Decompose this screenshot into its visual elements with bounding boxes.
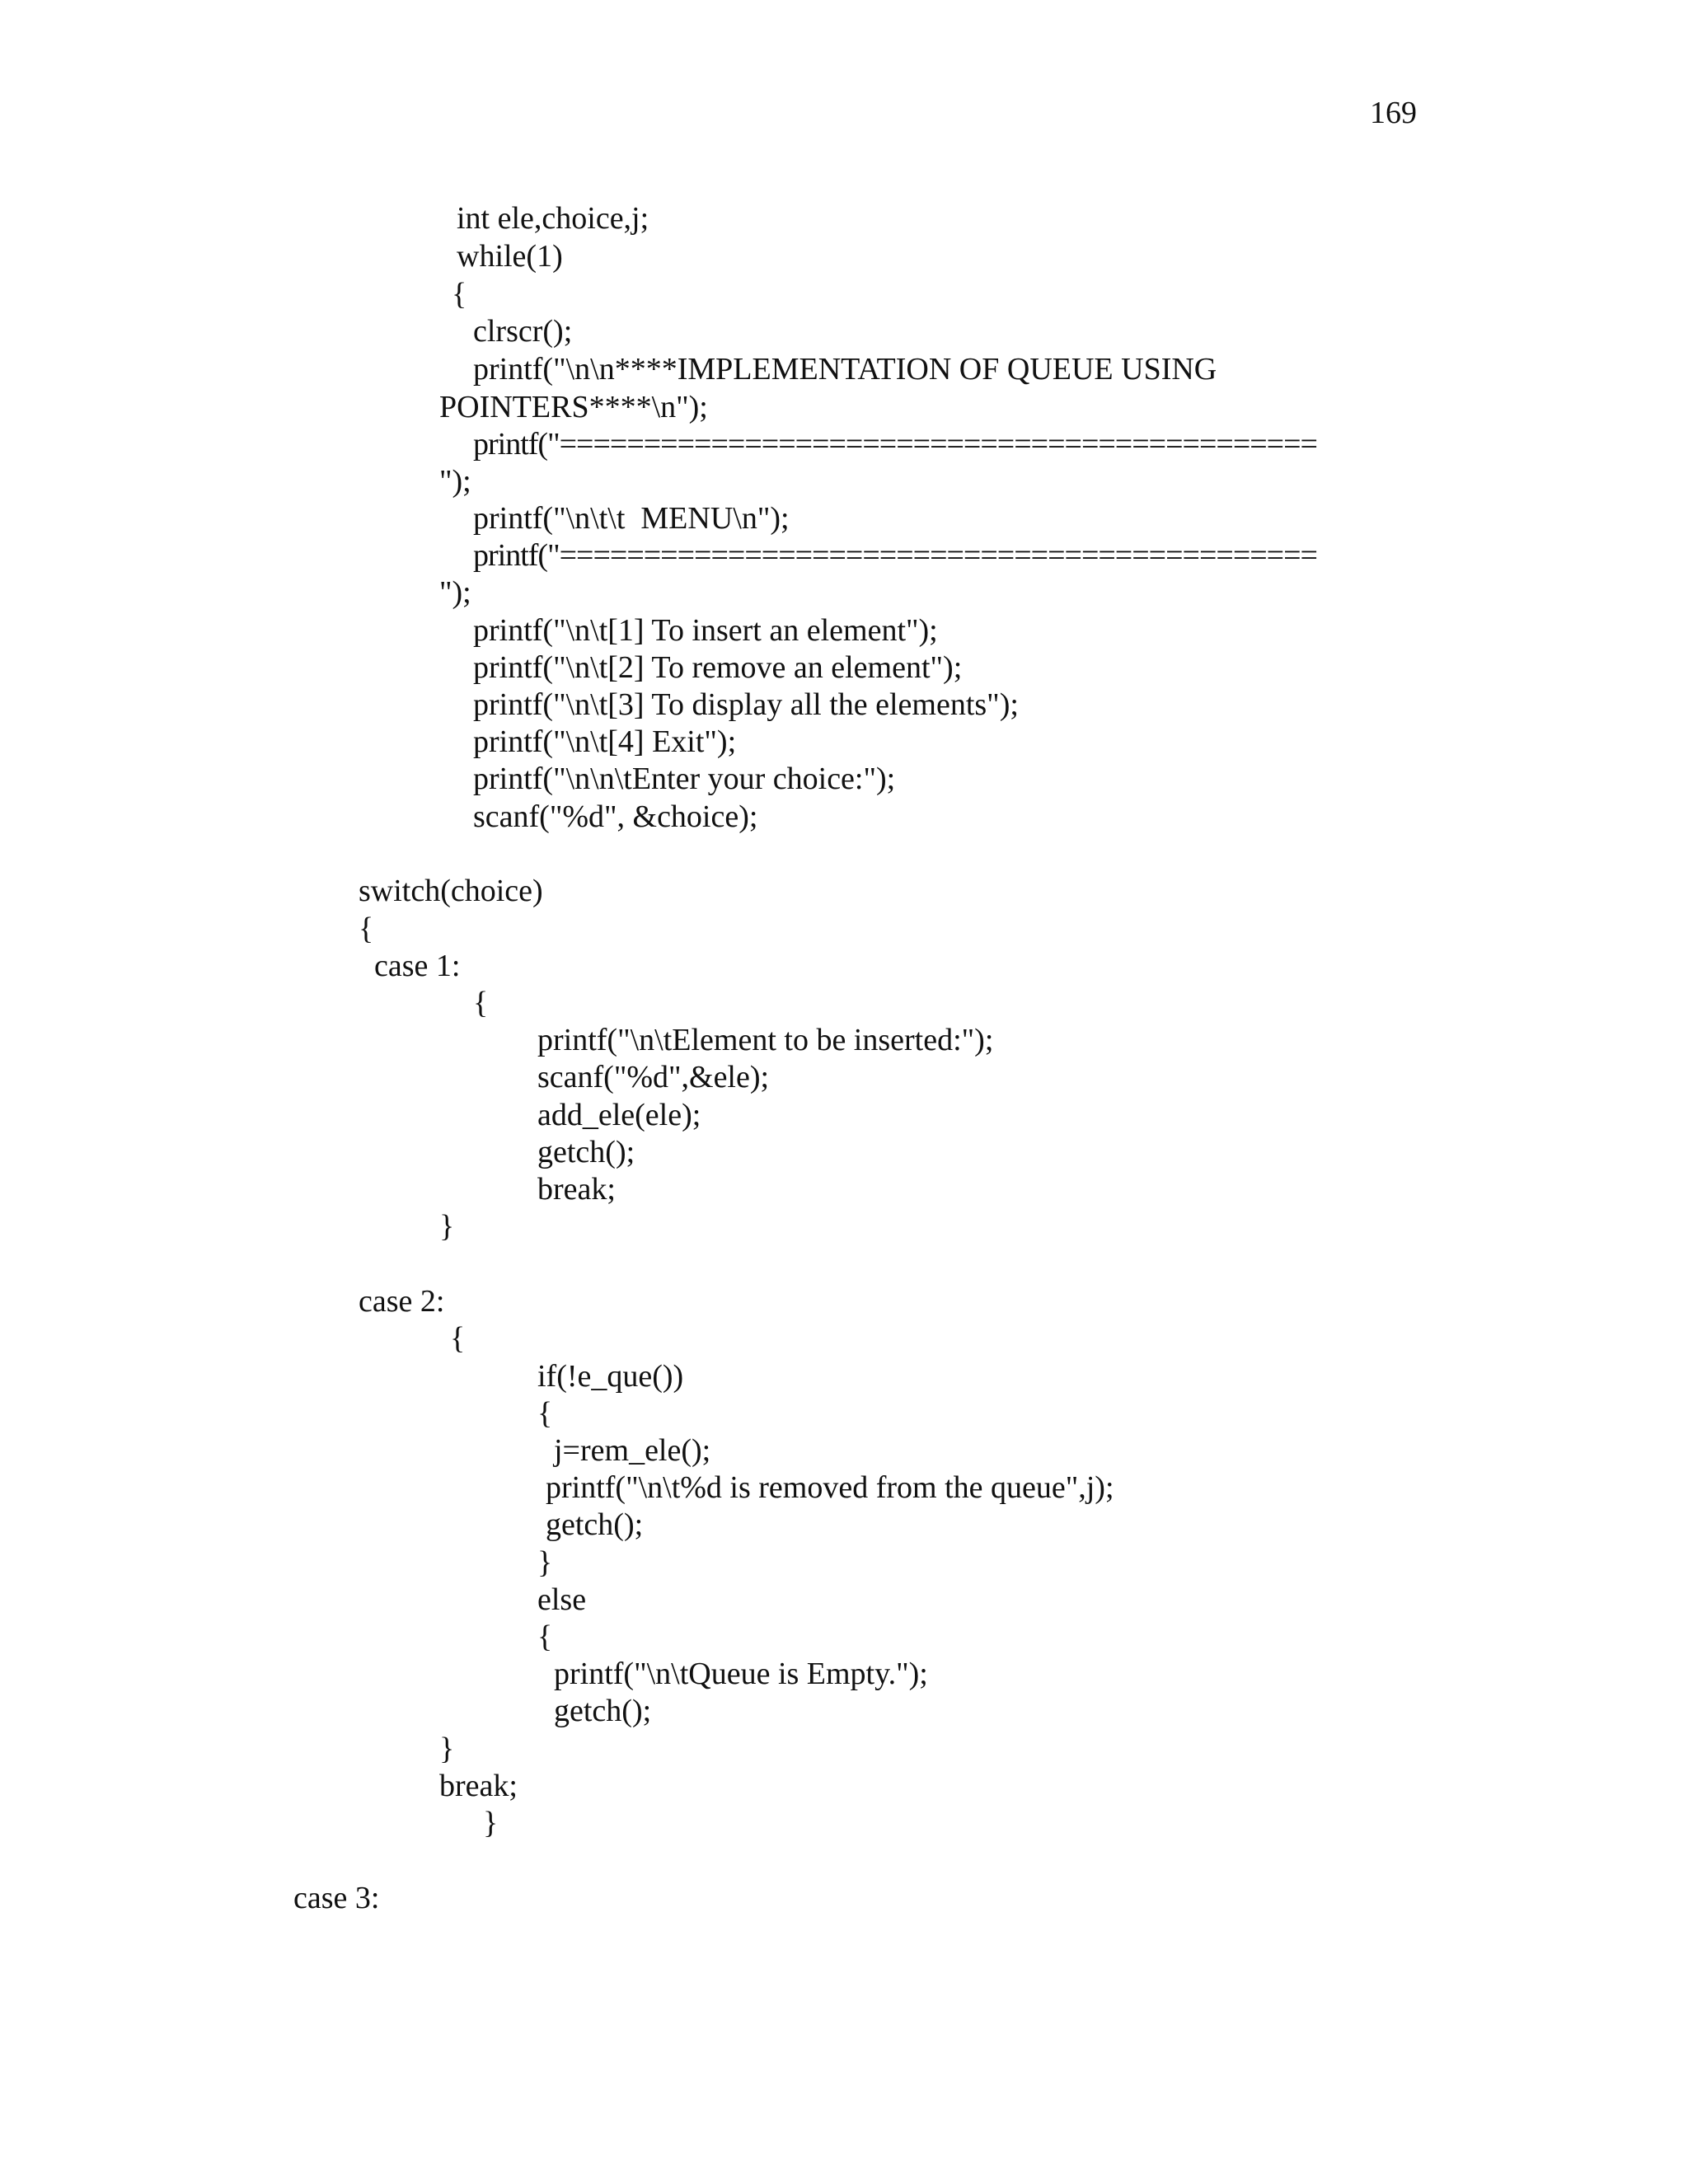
code-line: printf("\n\t%d is removed from the queue",j); [546,1470,1114,1505]
code-line: printf("\n\t[3] To display all the elements"); [473,687,1019,722]
code-line: } [439,1732,455,1766]
code-line: printf("\n\tQueue is Empty."); [554,1657,928,1691]
code-line: case 1: [374,949,461,983]
code-line: case 3: [293,1881,380,1915]
code-line: clrscr(); [473,314,573,349]
code-line: { [450,1321,466,1356]
code-line: else [537,1582,587,1617]
code-line: getch(); [546,1507,644,1542]
code-line: } [439,1209,455,1244]
code-line: getch(); [537,1135,635,1169]
code-line: case 2: [359,1284,445,1319]
code-line: switch(choice) [359,874,543,908]
code-line: add_ele(ele); [537,1098,701,1132]
code-line: getch(); [554,1694,652,1728]
code-line: printf("\n\t[4] Exit"); [473,724,737,759]
code-line: j=rem_ele(); [554,1433,711,1468]
code-line: printf("\n\t\t MENU\n"); [473,501,790,536]
code-line: { [452,277,467,312]
code-line: POINTERS****\n"); [439,390,708,424]
code-line: break; [537,1172,616,1207]
code-line: printf("============================================= [473,538,1317,573]
code-line: printf("============================================= [473,427,1317,462]
code-line: { [359,912,374,946]
code-line: { [473,986,489,1020]
code-line: printf("\n\n****IMPLEMENTATION OF QUEUE USING [473,352,1217,387]
code-line: printf("\n\t[1] To insert an element"); [473,613,938,648]
code-line: scanf("%d", &choice); [473,799,758,834]
code-line: "); [439,575,471,610]
code-line: "); [439,464,471,499]
code-line: scanf("%d",&ele); [537,1060,770,1094]
page-number: 169 [1370,96,1417,130]
code-line: break; [439,1769,518,1803]
code-line: { [537,1619,553,1654]
code-line: { [537,1396,553,1431]
code-line: } [537,1545,553,1580]
code-line: printf("\n\t[2] To remove an element"); [473,650,963,685]
code-line: int ele,choice,j; [457,201,649,236]
code-line: printf("\n\tElement to be inserted:"); [537,1023,994,1057]
code-line: printf("\n\n\tEnter your choice:"); [473,762,896,796]
code-line: } [483,1806,499,1840]
code-line: if(!e_que()) [537,1359,684,1394]
code-line: while(1) [457,239,563,274]
